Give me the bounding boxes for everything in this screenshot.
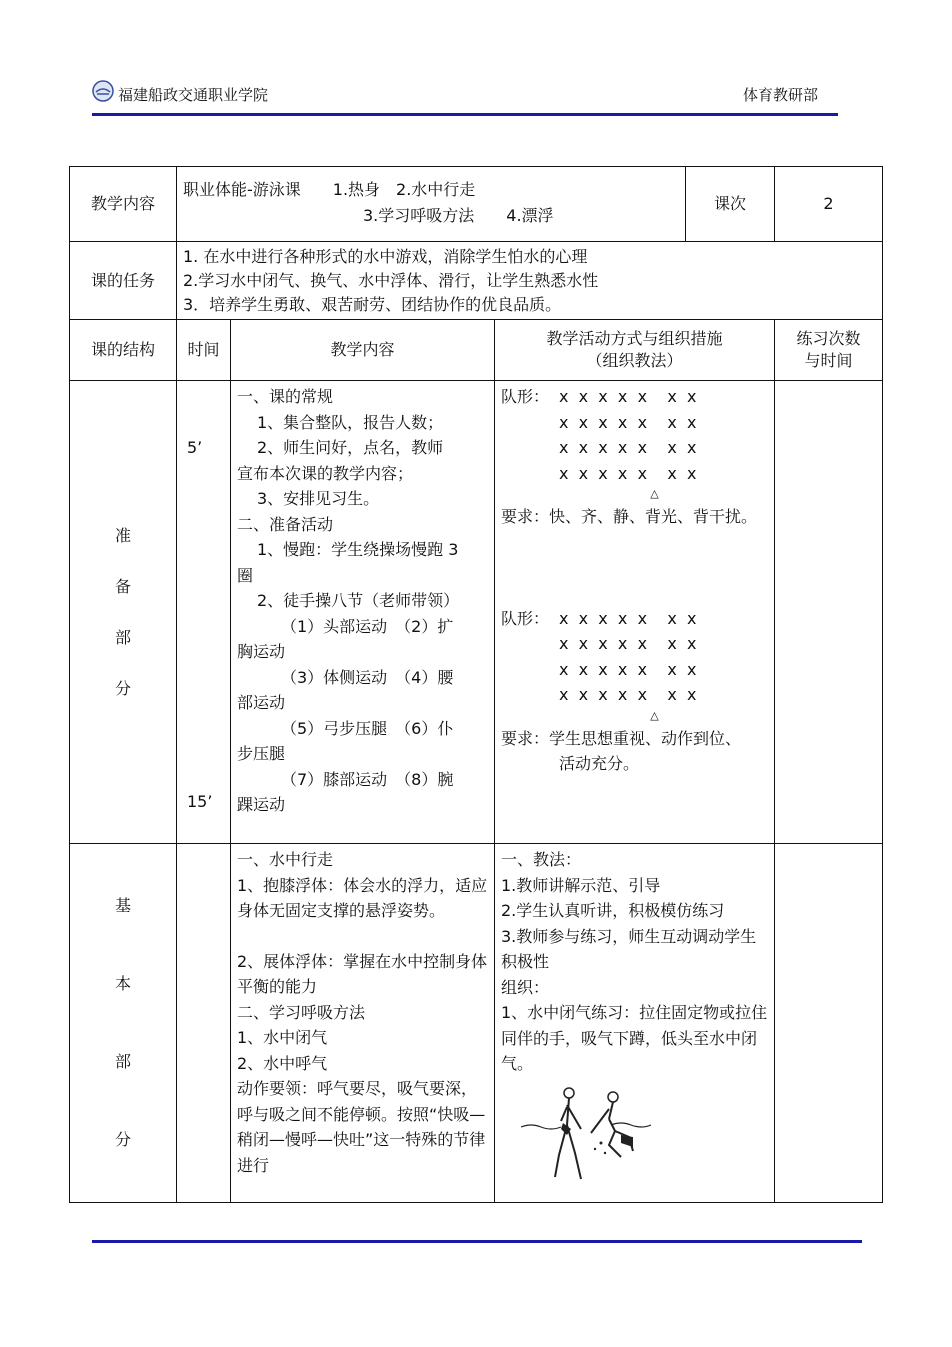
row-basic [70,844,883,1203]
header-activity-line1: 教学活动方式与组织措施 [546,329,723,348]
prep-line: 2、徒手操八节（老师带领） [257,591,460,610]
lesson-number: 2 [775,167,883,242]
formation-marks: x x x x x x x [559,659,697,679]
content-line-1: 职业体能-游泳课 1.热身 2.水中行走 [183,180,476,199]
prep-line: （5）弓步压腿 （6）仆 [281,718,454,738]
formation-marks: x x x x x x x [559,608,697,628]
basic-content [231,844,495,1203]
teaching-content-value [177,167,686,242]
prep-line: 踝运动 [237,795,286,814]
header-practice-line1: 练习次数 [796,329,861,348]
prep-line: 1、集合整队，报告人数； [257,412,444,432]
formation-row [501,410,768,436]
formation-row [501,461,768,487]
prep-practice [775,381,883,844]
prep-line: 1、慢跑：学生绕操场慢跑 3 [257,540,459,559]
prep-line: 二、准备活动 [237,514,334,534]
prep-content [231,381,495,844]
header-divider [92,113,838,116]
basic-line: 二、学习呼吸方法 [237,1002,366,1022]
formation-marks: x x x x x x x [559,412,697,432]
activity-line: 组织： [501,977,550,997]
header-practice-line2: 与时间 [804,351,853,370]
formation-label: 队形： [501,608,550,628]
formation-row [501,631,768,657]
prep-line: 3、安排见习生。 [257,489,380,508]
activity-line: 一、教法： [501,850,582,869]
requirement-1: 要求：快、齐、静、背光、背干扰。 [501,507,758,526]
formation-row [501,682,768,708]
activity-line: 2.学生认真听讲，积极模仿练习 [501,901,725,920]
header-practice [775,320,883,381]
prep-line: 宣布本次课的教学内容； [237,463,414,483]
page-header [92,78,838,118]
label-char: 准 [114,526,131,545]
task-item: 2.学习水中闭气、换气、水中浮体、滑行，让学生熟悉水性 [183,270,599,290]
requirement-2: 要求：学生思想重视、动作到位、 [501,728,742,748]
label-char: 部 [114,1052,131,1071]
prep-time [177,381,231,844]
formation-marks: x x x x x x x [559,387,697,406]
prep-activity [495,381,775,844]
formation-row [501,435,768,461]
requirement-2-cont: 活动充分。 [559,754,640,773]
formation-marks: x x x x x x x [559,463,697,483]
lesson-plan-table [69,166,883,1203]
basic-line: 一、水中行走 [237,850,334,869]
basic-time [177,844,231,1203]
activity-line: 1、水中闭气练习：拉住固定物或拉住同伴的手，吸气下蹲，低头至水中闭气。 [501,1003,768,1073]
prep-line: 圈 [237,565,254,585]
prep-line: 胸运动 [237,642,286,661]
task-item: 1. 在水中进行各种形式的水中游戏，消除学生怕水的心理 [183,246,588,266]
label-teaching-content: 教学内容 [70,167,177,242]
row-tasks [70,242,883,320]
row-preparation [70,381,883,844]
activity-line: 3.教师参与练习，师生互动调动学生积极性 [501,926,757,971]
label-char: 备 [114,577,131,596]
row-column-headers [70,320,883,381]
basic-line [237,924,488,949]
formation-marks: x x x x x x x [559,685,697,704]
formation-row [501,657,768,683]
basic-activity [495,844,775,1203]
footer-divider [92,1240,862,1243]
basic-line: 动作要领：呼气要尽，吸气要深，呼与吸之间不能停顿。按照“快吸—稍闭—慢呼—快吐”这一特殊的节律进行 [237,1079,486,1175]
basic-practice [775,844,883,1203]
teacher-position-icon: △ [650,708,659,722]
header-content: 教学内容 [231,320,495,381]
header-time: 时间 [177,320,231,381]
label-char: 分 [114,679,131,698]
time-end: 15’ [187,792,213,811]
prep-line: 一、课的常规 [237,387,334,406]
prep-line: （7）膝部运动 （8）腕 [281,769,454,789]
content-line-2: 3.学习呼吸方法 4.漂浮 [363,205,554,225]
label-char: 分 [114,1130,131,1149]
prep-line: （3）体侧运动 （4）腰 [281,667,454,687]
formation-marks: x x x x x x x [559,634,697,653]
header-activity-line2: （组织教法） [586,351,683,370]
school-name: 福建船政交通职业学院 [118,86,269,104]
label-basic [70,844,177,1203]
basic-line: 1、抱膝浮体：体会水的浮力，适应身体无固定支撑的悬浮姿势。 [237,875,488,920]
label-char: 基 [114,896,131,915]
label-char: 部 [114,628,131,647]
formation-label: 队形： [501,387,550,406]
label-char: 本 [114,974,131,993]
basic-line: 2、展体浮体：掌握在水中控制身体平衡的能力 [237,951,488,996]
teacher-position-icon: △ [650,487,659,500]
prep-line: 步压腿 [237,744,286,763]
task-item: 3．培养学生勇敢、艰苦耐劳、团结协作的优良品质。 [183,294,562,314]
time-start: 5’ [187,438,203,457]
label-tasks: 课的任务 [70,242,177,320]
school-logo-icon [92,80,114,102]
basic-line: 1、水中闭气 [237,1028,328,1047]
header-activity [495,320,775,381]
formation-row [501,384,768,410]
tasks-value [177,242,883,320]
label-lesson: 课次 [686,167,775,242]
prep-line: （1）头部运动 （2）扩 [281,616,454,636]
row-teaching-content [70,167,883,242]
label-preparation [70,381,177,844]
basic-line: 2、水中呼气 [237,1053,328,1073]
formation-marks: x x x x x x x [559,438,697,457]
header-structure: 课的结构 [70,320,177,381]
breath-holding-illustration [521,1085,651,1185]
formation-row [501,606,768,632]
activity-line: 1.教师讲解示范、引导 [501,875,661,895]
prep-line: 2、师生问好，点名，教师 [257,438,444,457]
department-name: 体育教研部 [742,86,818,104]
prep-line: 部运动 [237,693,286,712]
